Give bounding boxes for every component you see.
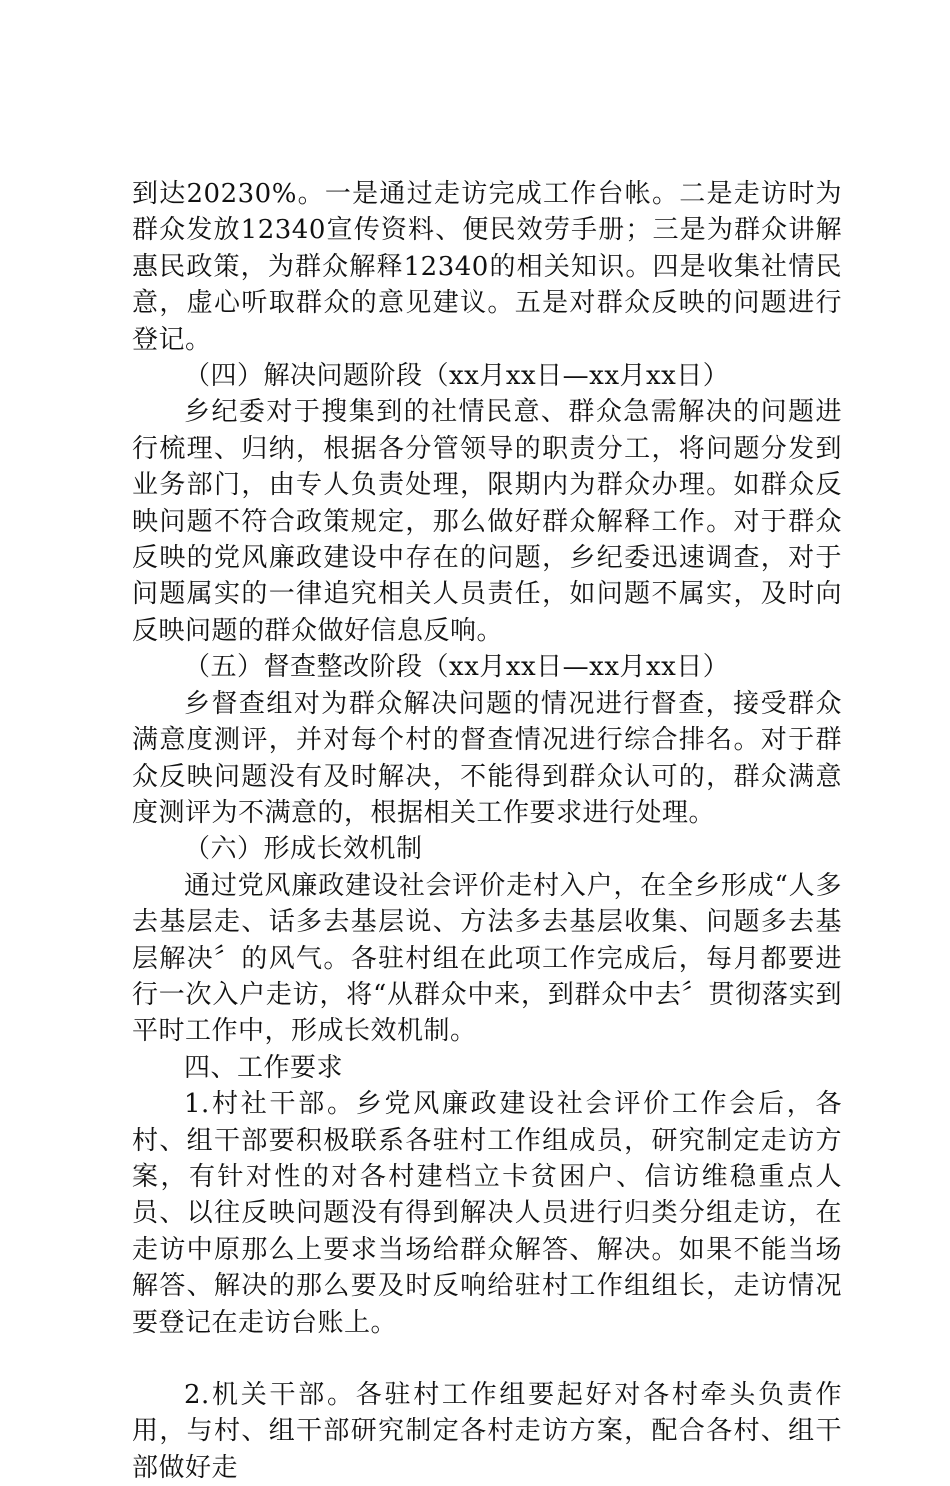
- document-body: [132, 176, 842, 1486]
- paragraph-item-1: 1.村社干部。乡党风廉政建设社会评价工作会后，各村、组干部要积极联系各驻村工作组成员，研究制定走访方案，有针对性的对各村建档立卡贫困户、信访维稳重点人员、以往反映问题没有得到解决人员进行归类分组走访，在走访中原那么上要求当场给群众解答、解决。如果不能当场解答、解决的那么要及时反响给驻村工作组组长，走访情况要登记在走访台账上。: [132, 1089, 842, 1338]
- paragraph-continuation: 到达20230%。一是通过走访完成工作台帐。二是走访时为群众发放12340宣传资料、便民效劳手册；三是为群众讲解惠民政策，为群众解释12340的相关知识。四是收集社情民意，虚心听取群众的意见建议。五是对群众反映的问题进行登记。: [132, 179, 842, 355]
- section-heading-5: （五）督查整改阶段（xx月xx日—xx月xx日）: [184, 652, 730, 683]
- paragraph: 通过党风廉政建设社会评价走村入户，在全乡形成“人多去基层走、话多去基层说、方法多去基层收集、问题多去基层解决〞的风气。各驻村组在此项工作完成后，每月都要进行一次入户走访，将“从群众中来，到群众中去〞贯彻落实到平时工作中，形成长效机制。: [132, 870, 842, 1047]
- paragraph-item-2: 2.机关干部。各驻村工作组要起好对各村牵头负责作用，与村、组干部研究制定各村走访方案，配合各村、组干部做好走: [132, 1380, 842, 1483]
- paragraph: 乡督查组对为群众解决问题的情况进行督查，接受群众满意度测评，并对每个村的督查情况进行综合排名。对于群众反映问题没有及时解决，不能得到群众认可的，群众满意度测评为不满意的，根据相关工作要求进行处理。: [132, 688, 842, 828]
- section-heading-requirements: 四、工作要求: [184, 1052, 344, 1083]
- paragraph: 乡纪委对于搜集到的社情民意、群众急需解决的问题进行梳理、归纳，根据各分管领导的职责分工，将问题分发到业务部门，由专人负责处理，限期内为群众办理。如群众反映问题不符合政策规定，那么做好群众解释工作。对于群众反映的党风廉政建设中存在的问题，乡纪委迅速调查，对于问题属实的一律追究相关人员责任，如问题不属实，及时向反映问题的群众做好信息反响。: [132, 397, 842, 646]
- section-heading-6: （六）形成长效机制: [184, 834, 423, 865]
- section-heading-4: （四）解决问题阶段（xx月xx日—xx月xx日）: [184, 361, 730, 392]
